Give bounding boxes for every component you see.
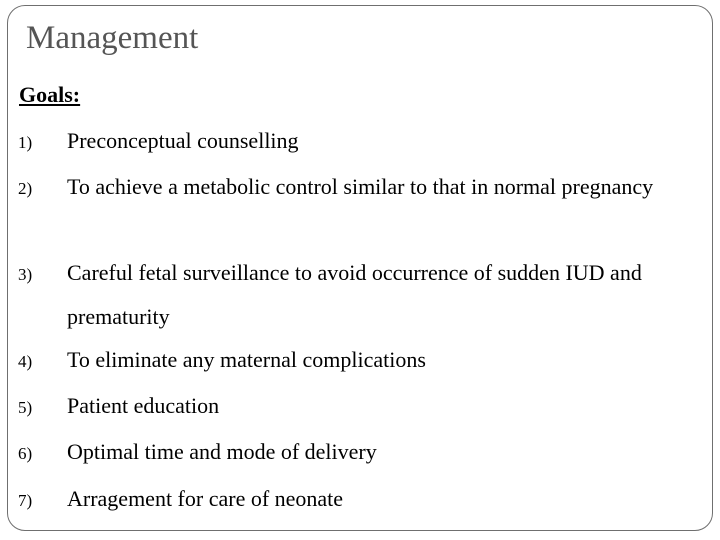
- list-item-number: 7): [18, 491, 33, 510]
- list-item-text: Preconceptual counselling: [67, 128, 299, 153]
- list-item-number: 6): [18, 444, 33, 463]
- list-item-text: Optimal time and mode of delivery: [67, 439, 377, 464]
- list-item-number: 2): [18, 179, 33, 198]
- list-item-text: Arragement for care of neonate: [67, 486, 344, 511]
- list-item-number: 4): [18, 352, 33, 371]
- list-item-text: Patient education: [67, 393, 220, 418]
- list-item-text: To eliminate any maternal complications: [67, 347, 426, 372]
- list-item-number: 3): [18, 265, 33, 284]
- goals-heading: Goals:: [19, 82, 81, 107]
- list-item-text: To achieve a metabolic control similar to that in normal pregnancy: [67, 174, 654, 199]
- slide-title: Management: [26, 20, 199, 56]
- list-item-number: 1): [18, 133, 33, 152]
- list-item-number: 5): [18, 398, 33, 417]
- list-item-text: Careful fetal surveillance to avoid occurrence of sudden IUD and prematurity: [67, 260, 642, 329]
